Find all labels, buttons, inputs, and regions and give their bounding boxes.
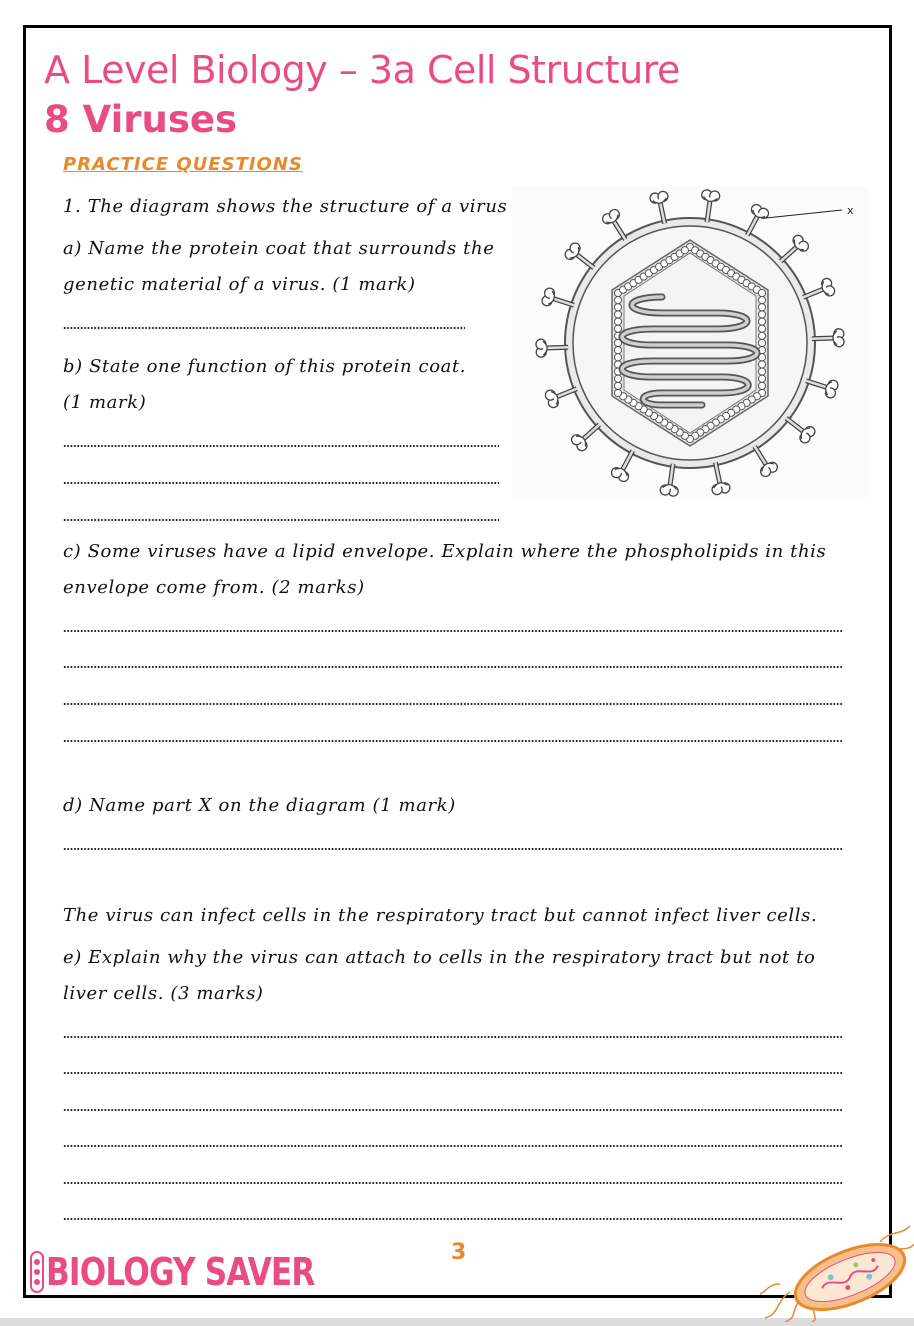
capsomere (758, 325, 765, 332)
answer-line-e-1[interactable] (63, 1036, 843, 1038)
question-e-text-line2: liver cells. (3 marks) (63, 983, 264, 1004)
answer-line-a[interactable] (63, 327, 465, 329)
question-c-text-line1: c) Some viruses have a lipid envelope. Explain where the phospholipids in this (63, 541, 827, 562)
question-c-text-line2: envelope come from. (2 marks) (63, 577, 365, 598)
capsomere (614, 311, 621, 318)
answer-line-e-6[interactable] (63, 1218, 843, 1220)
page-title: A Level Biology – 3a Cell Structure (44, 48, 680, 92)
diagram-label-x: x (847, 204, 854, 217)
answer-line-c-4[interactable] (63, 740, 843, 742)
answer-line-b-3[interactable] (63, 519, 499, 521)
answer-line-e-4[interactable] (63, 1145, 843, 1147)
capsomere (758, 289, 765, 296)
section-heading: PRACTICE QUESTIONS (63, 154, 303, 175)
capsomere (758, 339, 765, 346)
capsomere (758, 332, 765, 339)
capsomere (681, 247, 688, 254)
question-b-text-line2: (1 mark) (63, 392, 147, 413)
capsomere (614, 304, 621, 311)
bacterium-illustration-icon (760, 1222, 914, 1322)
page-subtitle: 8 Viruses (44, 98, 238, 141)
capsomere (614, 318, 621, 325)
capsomere (614, 382, 621, 389)
question-b-text-line1: b) State one function of this protein coat. (63, 356, 467, 377)
capsomere (614, 347, 621, 354)
capsomere (614, 389, 621, 396)
capsomere (758, 297, 765, 304)
question-1-intro: 1. The diagram shows the structure of a virus (63, 196, 508, 217)
capsomere (614, 375, 621, 382)
capsomere (614, 325, 621, 332)
answer-line-e-5[interactable] (63, 1182, 843, 1184)
answer-line-c-2[interactable] (63, 666, 843, 668)
capsomere (614, 354, 621, 361)
biology-saver-logo (30, 1248, 374, 1296)
capsomere (758, 311, 765, 318)
question-a-text-line2: genetic material of a virus. (1 mark) (63, 274, 416, 295)
answer-line-d[interactable] (63, 848, 843, 850)
capsomere (614, 297, 621, 304)
question-context-text: The virus can infect cells in the respiratory tract but cannot infect liver cells. (63, 905, 818, 926)
capsomere (758, 375, 765, 382)
question-e-text-line1: e) Explain why the virus can attach to cells in the respiratory tract but not to (63, 947, 816, 968)
answer-line-b-2[interactable] (63, 482, 499, 484)
answer-line-c-1[interactable] (63, 630, 843, 632)
question-d-text: d) Name part X on the diagram (1 mark) (63, 795, 456, 816)
virus-diagram (512, 187, 868, 497)
page-number: 3 (451, 1240, 467, 1265)
capsomere (758, 368, 765, 375)
capsomere (758, 318, 765, 325)
logo-text: BIOLOGY SAVER (46, 1250, 315, 1294)
answer-line-c-3[interactable] (63, 703, 843, 705)
answer-line-e-3[interactable] (63, 1109, 843, 1111)
capsomere (758, 361, 765, 368)
answer-line-b-1[interactable] (63, 445, 499, 447)
capsomere (758, 304, 765, 311)
answer-line-e-2[interactable] (63, 1072, 843, 1074)
question-a-text-line1: a) Name the protein coat that surrounds the (63, 238, 495, 259)
capsomere (758, 382, 765, 389)
dna-logo-icon (30, 1250, 44, 1294)
